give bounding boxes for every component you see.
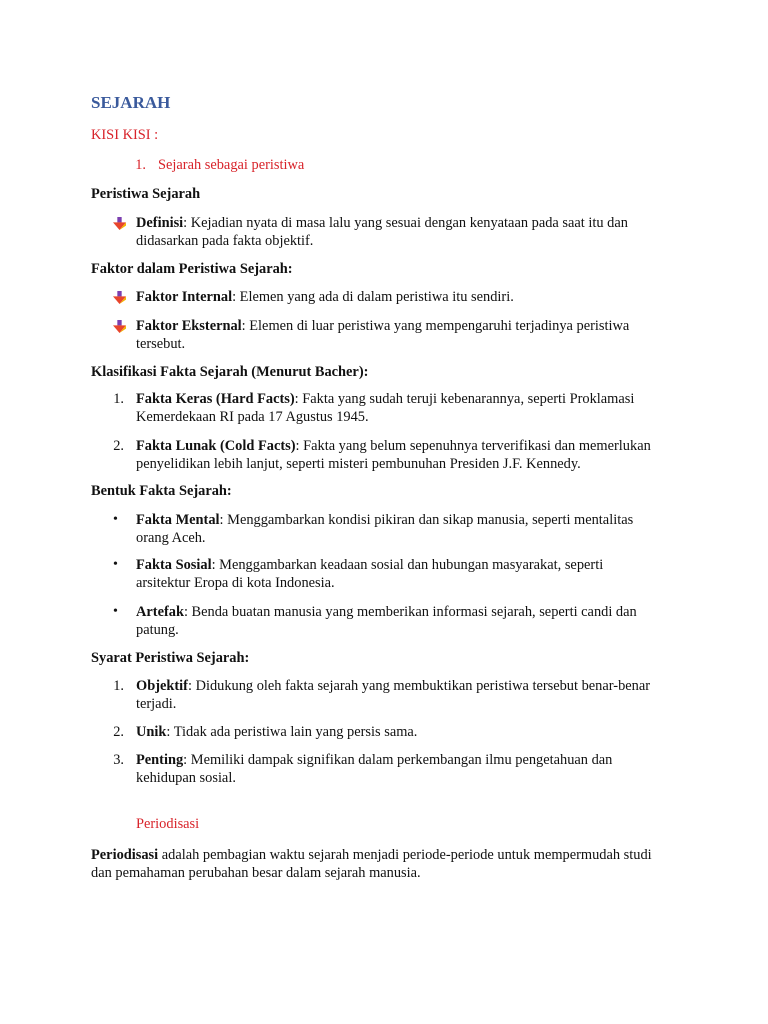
term: Unik bbox=[136, 724, 167, 740]
description: : Memiliki dampak signifikan dalam perkembangan ilmu pengetahuan dan bbox=[183, 752, 613, 768]
description: : Benda buatan manusia yang memberikan informasi sejarah, seperti candi dan bbox=[183, 604, 637, 620]
kisi-item-text: Sejarah sebagai peristiwa bbox=[158, 157, 305, 173]
fakta-sosial-line-1 bbox=[136, 556, 603, 574]
definisi-line-1 bbox=[136, 214, 628, 232]
description: : Elemen yang ada di dalam peristiwa itu sendiri. bbox=[232, 289, 514, 305]
term: Fakta Mental bbox=[136, 512, 220, 528]
term: Definisi bbox=[136, 215, 184, 231]
periodisasi-line-1 bbox=[91, 846, 652, 864]
list-number: 2. bbox=[113, 438, 124, 454]
list-number: 1. bbox=[113, 391, 124, 407]
penting-line-1 bbox=[136, 751, 612, 769]
description: : Didukung oleh fakta sejarah yang membuktikan peristiwa tersebut benar-benar bbox=[187, 678, 651, 694]
bullet-dot-icon: • bbox=[113, 557, 118, 572]
list-number: 2. bbox=[113, 724, 124, 740]
fakta-keras-line-1 bbox=[136, 390, 634, 408]
unik-line bbox=[136, 723, 417, 741]
list-number: 1. bbox=[113, 678, 124, 694]
fakta-mental-line-1 bbox=[136, 511, 633, 529]
fakta-lunak-line-1 bbox=[136, 437, 651, 455]
term: Penting bbox=[136, 752, 184, 768]
penting-line-2: kehidupan sosial. bbox=[136, 770, 236, 786]
arrow-down-bullet-icon bbox=[113, 320, 126, 333]
term: Faktor Eksternal bbox=[136, 318, 242, 334]
term: Fakta Sosial bbox=[136, 557, 212, 573]
objektif-line-2: terjadi. bbox=[136, 696, 177, 712]
fakta-mental-line-2: orang Aceh. bbox=[136, 530, 206, 546]
term: Objektif bbox=[136, 678, 188, 694]
list-number: 3. bbox=[113, 752, 124, 768]
term: Fakta Lunak (Cold Facts) bbox=[136, 438, 296, 454]
periodisasi-line-2: dan pemahaman perubahan besar dalam sejarah manusia. bbox=[91, 865, 421, 881]
arrow-down-bullet-icon bbox=[113, 291, 126, 304]
fakta-keras-line-2: Kemerdekaan RI pada 17 Agustus 1945. bbox=[136, 409, 369, 425]
description: : Fakta yang sudah teruji kebenarannya, seperti Proklamasi bbox=[294, 391, 635, 407]
faktor-eksternal-line-1 bbox=[136, 317, 629, 335]
heading-faktor: Faktor dalam Peristiwa Sejarah: bbox=[91, 261, 293, 277]
fakta-sosial-line-2: arsitektur Eropa di kota Indonesia. bbox=[136, 575, 335, 591]
term: Faktor Internal bbox=[136, 289, 233, 305]
list-number: 1. bbox=[135, 157, 146, 173]
description: : Elemen di luar peristiwa yang mempengaruhi terjadinya peristiwa bbox=[241, 318, 630, 334]
definisi-line-2: didasarkan pada fakta objektif. bbox=[136, 233, 314, 249]
periodisasi-heading: Periodisasi bbox=[136, 816, 200, 832]
term: Artefak bbox=[136, 604, 184, 620]
description: : Fakta yang belum sepenuhnya terverifikasi dan memerlukan bbox=[295, 438, 651, 454]
document-title: SEJARAH bbox=[91, 93, 171, 112]
description: adalah pembagian waktu sejarah menjadi periode-periode untuk mempermudah studi bbox=[158, 847, 652, 863]
term: Fakta Keras (Hard Facts) bbox=[136, 391, 295, 407]
description: : Tidak ada peristiwa lain yang persis sama. bbox=[166, 724, 418, 740]
faktor-eksternal-line-2: tersebut. bbox=[136, 336, 186, 352]
heading-syarat: Syarat Peristiwa Sejarah: bbox=[91, 650, 250, 666]
fakta-lunak-line-2: penyelidikan lebih lanjut, seperti misteri pembunuhan Presiden J.F. Kennedy. bbox=[136, 456, 581, 472]
objektif-line-1 bbox=[136, 677, 650, 695]
description: : Kejadian nyata di masa lalu yang sesuai dengan kenyataan pada saat itu dan bbox=[183, 215, 628, 231]
heading-bentuk: Bentuk Fakta Sejarah: bbox=[91, 483, 232, 499]
heading-klasifikasi: Klasifikasi Fakta Sejarah (Menurut Bacher): bbox=[91, 364, 369, 380]
bullet-dot-icon: • bbox=[113, 604, 118, 619]
heading-peristiwa-sejarah: Peristiwa Sejarah bbox=[91, 186, 201, 202]
artefak-line-2: patung. bbox=[136, 622, 179, 638]
faktor-internal-line bbox=[136, 288, 514, 306]
arrow-down-bullet-icon bbox=[113, 217, 126, 230]
description: : Menggambarkan kondisi pikiran dan sikap manusia, seperti mentalitas bbox=[219, 512, 634, 528]
description: : Menggambarkan keadaan sosial dan hubungan masyarakat, seperti bbox=[211, 557, 604, 573]
bullet-dot-icon: • bbox=[113, 512, 118, 527]
kisi-kisi-label: KISI KISI : bbox=[91, 127, 159, 143]
artefak-line-1 bbox=[136, 603, 637, 621]
term: Periodisasi bbox=[91, 847, 159, 863]
